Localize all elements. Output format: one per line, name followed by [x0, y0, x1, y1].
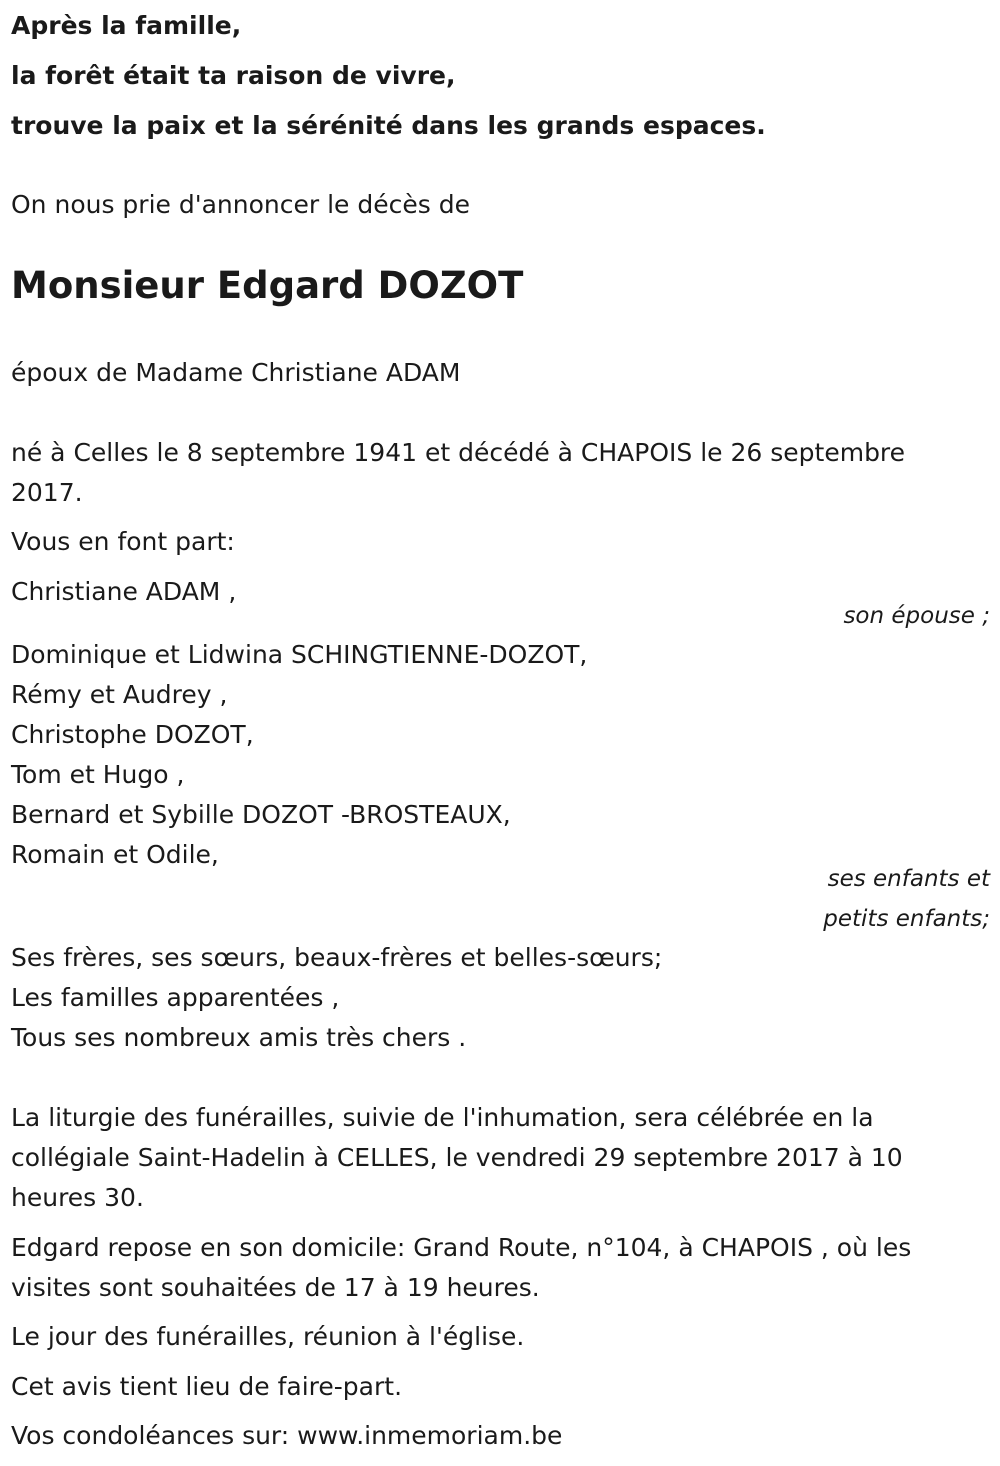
epigraph-line-3: trouve la paix et la sérénité dans les grands espaces. [11, 111, 766, 140]
visits-line-1: Edgard repose en son domicile: Grand Route, n°104, à CHAPOIS , où les [11, 1233, 912, 1262]
spouse-role: son épouse ; [843, 603, 990, 629]
relatives-line: Tous ses nombreux amis très chers . [11, 1023, 467, 1052]
announcement-intro: On nous prie d'annoncer le décès de [11, 190, 470, 219]
condolences-info: Vos condoléances sur: www.inmemoriam.be [11, 1421, 563, 1450]
visits-line-2: visites sont souhaitées de 17 à 19 heures. [11, 1273, 540, 1302]
notice-info: Cet avis tient lieu de faire-part. [11, 1372, 403, 1401]
child-line: Dominique et Lidwina SCHINGTIENNE-DOZOT, [11, 640, 588, 669]
relatives-line: Les familles apparentées , [11, 983, 340, 1012]
deceased-name: Monsieur Edgard DOZOT [11, 264, 524, 307]
child-line: Romain et Odile, [11, 840, 219, 869]
birth-death-line-1: né à Celles le 8 septembre 1941 et décédé à CHAPOIS le 26 septembre [11, 438, 906, 467]
epigraph-line-1: Après la famille, [11, 11, 242, 40]
children-role-line-1: ses enfants et [827, 866, 990, 892]
spouse-line: époux de Madame Christiane ADAM [11, 358, 461, 387]
children-role-line-2: petits enfants; [823, 906, 990, 932]
child-line: Tom et Hugo , [11, 760, 185, 789]
meeting-info: Le jour des funérailles, réunion à l'église. [11, 1322, 525, 1351]
epigraph-line-2: la forêt était ta raison de vivre, [11, 61, 456, 90]
funeral-line-1: La liturgie des funérailles, suivie de l'inhumation, sera célébrée en la [11, 1103, 874, 1132]
funeral-line-3: heures 30. [11, 1183, 144, 1212]
child-line: Christophe DOZOT, [11, 720, 254, 749]
spouse-name: Christiane ADAM , [11, 577, 237, 606]
child-line: Bernard et Sybille DOZOT -BROSTEAUX, [11, 800, 511, 829]
relatives-line: Ses frères, ses sœurs, beaux-frères et belles-sœurs; [11, 943, 663, 972]
funeral-line-2: collégiale Saint-Hadelin à CELLES, le vendredi 29 septembre 2017 à 10 [11, 1143, 903, 1172]
birth-death-line-2: 2017. [11, 478, 83, 507]
child-line: Rémy et Audrey , [11, 680, 228, 709]
announced-by: Vous en font part: [11, 527, 235, 556]
